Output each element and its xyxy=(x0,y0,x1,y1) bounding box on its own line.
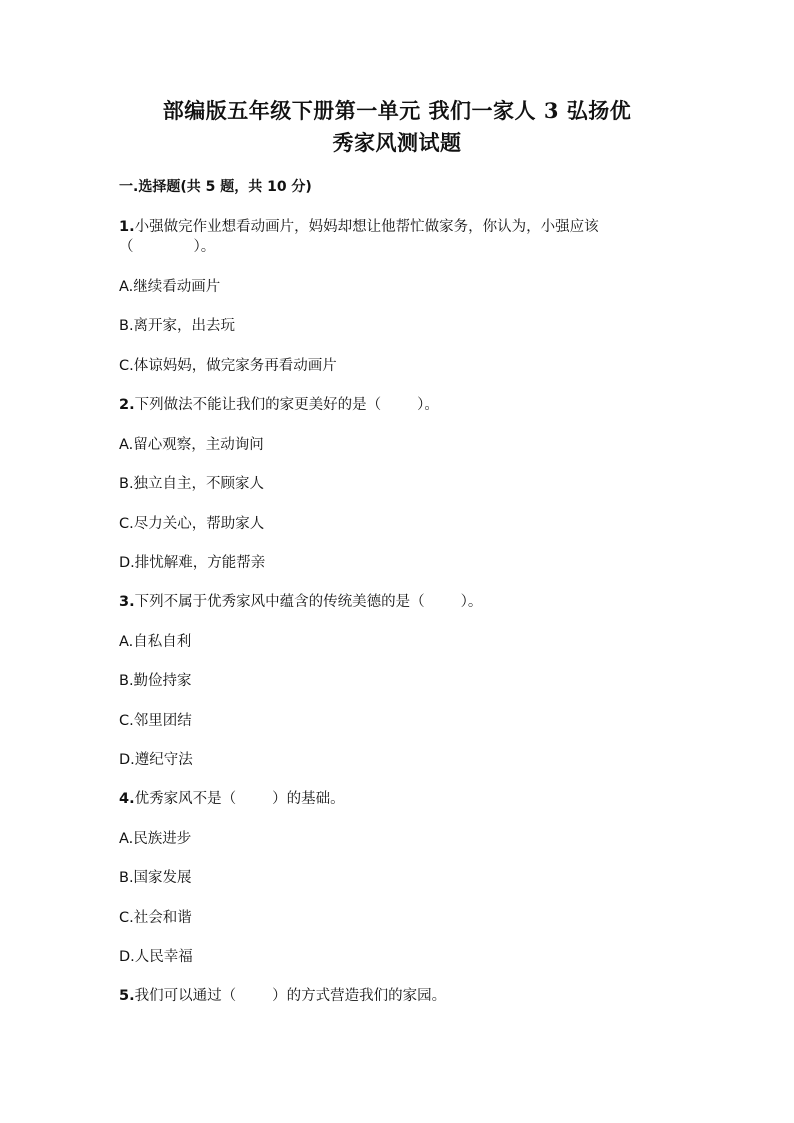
option-item: B.国家发展 xyxy=(119,870,192,886)
question-number: 3. xyxy=(119,594,135,610)
question-text-after: ）。 xyxy=(460,594,483,610)
answer-blank-open: （ xyxy=(119,239,134,255)
option-item: A.继续看动画片 xyxy=(119,279,221,295)
option-item: C.尽力关心，帮助家人 xyxy=(119,516,265,532)
option-item: A.民族进步 xyxy=(119,831,192,847)
question-text: 小强做完作业想看动画片，妈妈却想让他帮忙做家务，你认为，小强应该 xyxy=(134,219,599,235)
answer-blank-close: ）。 xyxy=(193,239,216,255)
question-3-stem xyxy=(119,592,482,612)
option-item: B.勤俭持家 xyxy=(119,673,192,689)
option-item: D.人民幸福 xyxy=(119,949,193,965)
option-item: D.排忧解难，方能帮亲 xyxy=(119,555,266,571)
question-1-stem xyxy=(119,217,599,237)
option-item: B.独立自主，不顾家人 xyxy=(119,476,265,492)
option-item: D.遵纪守法 xyxy=(119,752,193,768)
question-text: 下列做法不能让我们的家更美好的是（ xyxy=(134,397,382,413)
question-number: 4. xyxy=(119,791,135,807)
question-number: 1. xyxy=(119,219,135,235)
question-text-after: ）。 xyxy=(417,397,439,413)
document-title-line2: 秀家风测试题 xyxy=(332,130,462,155)
question-number: 2. xyxy=(119,397,135,413)
question-text: 优秀家风不是（ xyxy=(134,791,237,807)
option-item: C.邻里团结 xyxy=(119,713,192,729)
question-number: 5. xyxy=(119,988,135,1004)
question-text-after: ）的方式营造我们的家园。 xyxy=(272,988,447,1004)
question-4-stem xyxy=(119,789,345,809)
option-item: C.体谅妈妈，做完家务再看动画片 xyxy=(119,358,337,374)
question-5-stem xyxy=(119,986,446,1006)
question-text: 下列不属于优秀家风中蕴含的传统美德的是（ xyxy=(134,594,425,610)
option-item: C.社会和谐 xyxy=(119,910,192,926)
question-text: 我们可以通过（ xyxy=(134,988,237,1004)
document-title-line1: 部编版五年级下册第一单元 我们一家人 3 弘扬优 xyxy=(162,98,632,123)
question-1-stem-continued xyxy=(119,237,215,257)
question-2-stem xyxy=(119,395,439,415)
option-item: A.留心观察，主动询问 xyxy=(119,437,264,453)
option-item: B.离开家，出去玩 xyxy=(119,318,236,334)
option-item: A.自私自利 xyxy=(119,634,192,650)
question-text-after: ）的基础。 xyxy=(272,791,345,807)
section-heading: 一.选择题(共 5 题，共 10 分) xyxy=(119,179,312,195)
